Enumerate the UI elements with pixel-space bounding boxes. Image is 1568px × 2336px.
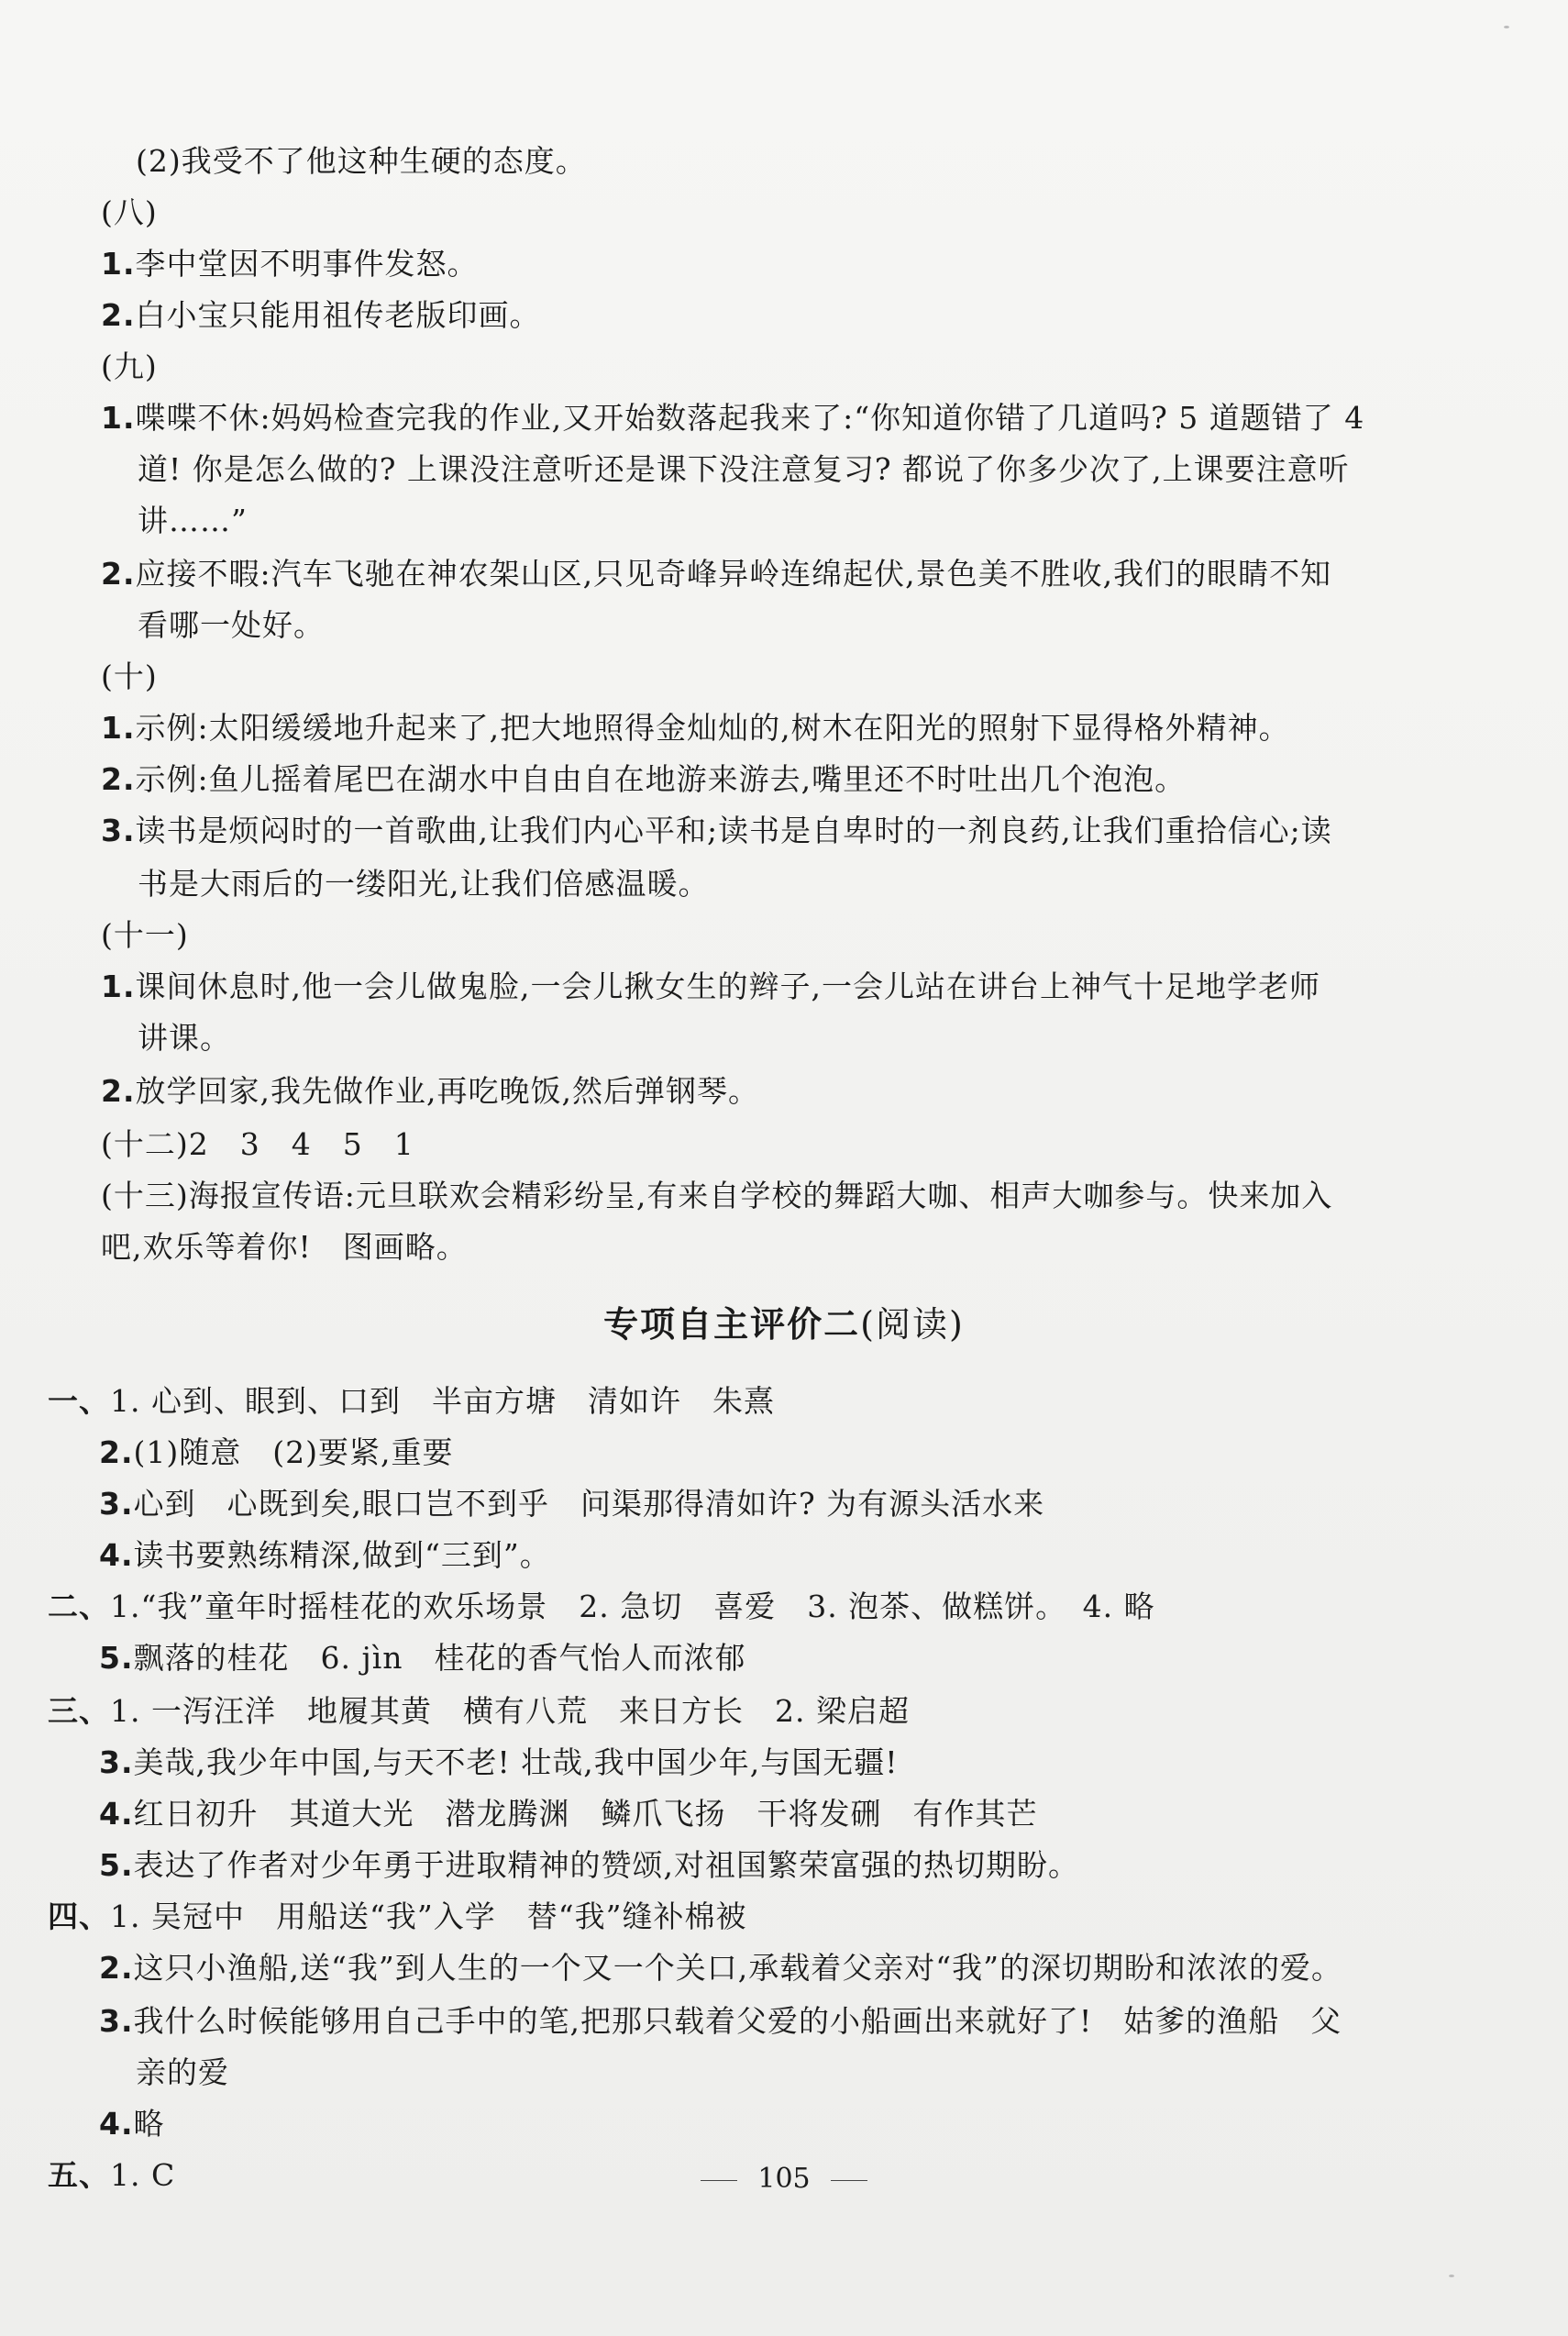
scan-speck [1449, 2275, 1454, 2277]
section-heading: (十一) [101, 917, 189, 953]
answer-line: 4.红日初升 其道大光 潜龙腾渊 鳞爪飞扬 干将发硎 有作其芒 [99, 1796, 1038, 1832]
answer-line: 3.心到 心既到矣,眼口岂不到乎 问渠那得清如许? 为有源头活水来 [99, 1486, 1045, 1522]
answer-line: 三、1. 一泻汪洋 地履其黄 横有八荒 来日方长 2. 梁启超 [48, 1693, 910, 1729]
answer-line: 2.应接不暇:汽车飞驰在神农架山区,只见奇峰异岭连绵起伏,景色美不胜收,我们的眼睛不知 [101, 556, 1332, 592]
answer-line: 1.课间休息时,他一会儿做鬼脸,一会儿揪女生的辫子,一会儿站在讲台上神气十足地学老师 [101, 969, 1320, 1004]
answer-line-continued: 讲……” [138, 503, 248, 538]
answer-line: 2.放学回家,我先做作业,再吃晚饭,然后弹钢琴。 [101, 1073, 759, 1109]
answer-line: 3.我什么时候能够用自己手中的笔,把那只载着父爱的小船画出来就好了! 姑爹的渔船 父 [99, 2003, 1342, 2039]
answer-line: 3.美哉,我少年中国,与天不老! 壮哉,我中国少年,与国无疆! [99, 1744, 899, 1780]
answer-line: 二、1.“我”童年时摇桂花的欢乐场景 2. 急切 喜爱 3. 泡茶、做糕饼。 4. 略 [48, 1589, 1155, 1624]
answer-line: 2.示例:鱼儿摇着尾巴在湖水中自由自在地游来游去,嘴里还不时吐出几个泡泡。 [101, 761, 1187, 797]
answer-line: 四、1. 吴冠中 用船送“我”入学 替“我”缝补棉被 [48, 1899, 747, 1934]
footer-dash [831, 2180, 867, 2181]
answer-line: 五、1. C [48, 2157, 176, 2193]
answer-line: 1.示例:太阳缓缓地升起来了,把大地照得金灿灿的,树木在阳光的照射下显得格外精神。 [101, 710, 1290, 746]
answer-line: 5.飘落的桂花 6. jìn 桂花的香气怡人而浓郁 [99, 1640, 746, 1676]
answer-line: (十三)海报宣传语:元旦联欢会精彩纷呈,有来自学校的舞蹈大咖、相声大咖参与。快来加入 [101, 1178, 1333, 1213]
answer-line-continued: 看哪一处好。 [138, 607, 325, 643]
answer-line: (2)我受不了他这种生硬的态度。 [136, 143, 587, 179]
answer-line-continued: 吧,欢乐等着你! 图画略。 [101, 1229, 468, 1265]
answer-line-continued: 亲的爱 [136, 2054, 229, 2090]
section-heading: (八) [101, 194, 158, 230]
answer-line: 2.(1)随意 (2)要紧,重要 [99, 1434, 454, 1470]
answer-line-continued: 讲课。 [138, 1020, 231, 1056]
section-title: 专项自主评价二(阅读) [603, 1304, 965, 1345]
answer-line: 4.读书要熟练精深,做到“三到”。 [99, 1537, 551, 1573]
answer-line-continued: 书是大雨后的一缕阳光,让我们倍感温暖。 [138, 866, 710, 902]
section-heading: (十) [101, 659, 158, 694]
answer-line: 3.读书是烦闷时的一首歌曲,让我们内心平和;读书是自卑时的一剂良药,让我们重拾信心;读 [101, 813, 1332, 848]
answer-line: 2.这只小渔船,送“我”到人生的一个又一个关口,承载着父亲对“我”的深切期盼和浓浓的爱。 [99, 1950, 1342, 1986]
answer-line: 一、1. 心到、眼到、口到 半亩方塘 清如许 朱熹 [48, 1383, 775, 1419]
answer-line: (十二)2 3 4 5 1 [101, 1126, 414, 1162]
answer-line-continued: 道! 你是怎么做的? 上课没注意听还是课下没注意复习? 都说了你多少次了,上课要注意听 [138, 451, 1350, 487]
answer-line: 1.喋喋不休:妈妈检查完我的作业,又开始数落起我来了:“你知道你错了几道吗? 5 道题错了 4 [101, 400, 1365, 436]
answer-line: 1.李中堂因不明事件发怒。 [101, 246, 479, 282]
page-number: 105 [0, 2161, 1568, 2198]
answer-line: 5.表达了作者对少年勇于进取精神的赞颂,对祖国繁荣富强的热切期盼。 [99, 1847, 1079, 1883]
answer-line: 4.略 [99, 2106, 165, 2142]
scan-speck [1504, 26, 1509, 28]
footer-dash [701, 2180, 737, 2181]
answer-line: 2.白小宝只能用祖传老版印画。 [101, 297, 541, 333]
section-heading: (九) [101, 349, 158, 384]
